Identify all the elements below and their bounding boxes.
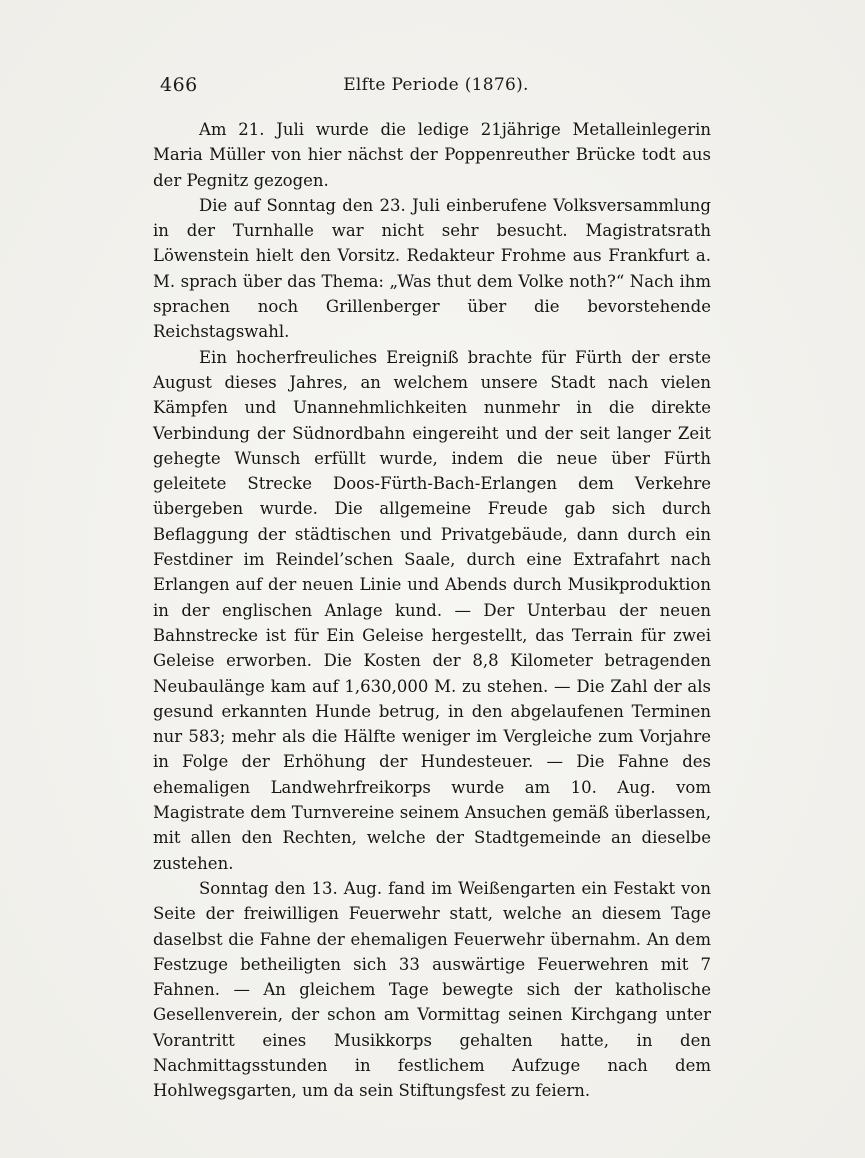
running-title: Elfte Periode (1876).: [343, 75, 529, 95]
body-text: [153, 117, 711, 1104]
page-header: [160, 74, 712, 100]
paragraph-3: Ein hocherfreuliches Ereigniß brachte für Fürth der erste August dieses Jahres, an welchem unsere Stadt nach vielen Kämpfen und Unannehmlichkeiten nunmehr in die direkte Verbindung der Südnordbahn eingereiht und der seit langer Zeit gehegte Wunsch erfüllt wurde, indem die neue über Fürth geleitete Strecke Doos-Fürth-Bach-Erlangen dem Verkehre übergeben wurde. Die allgemeine Freude gab sich durch Beflaggung der städtischen und Privatgebäude, dann durch ein Festdiner im Reindel’schen Saale, durch eine Extrafahrt nach Erlangen auf der neuen Linie und Abends durch Musikproduktion in der englischen Anlage kund. — Der Unterbau der neuen Bahnstrecke ist für Ein Geleise hergestellt, das Terrain für zwei Geleise erworben. Die Kosten der 8,8 Kilometer betragenden Neubaulänge kam auf 1,630,000 M. zu stehen. — Die Zahl der als gesund erkannten Hunde betrug, in den abgelaufenen Terminen nur 583; mehr als die Hälfte weniger im Vergleiche zum Vorjahre in Folge der Erhöhung der Hundesteuer. — Die Fahne des ehemaligen Landwehrfreikorps wurde am 10. Aug. vom Magistrate dem Turnvereine seinem Ansuchen gemäß überlassen, mit allen den Rechten, welche der Stadtgemeinde an dieselbe zustehen.: [153, 347, 711, 873]
paragraph-2: Die auf Sonntag den 23. Juli einberufene Volksversammlung in der Turnhalle war nicht sehr besucht. Magistratsrath Löwenstein hielt den Vorsitz. Redakteur Frohme aus Frankfurt a. M. sprach über das Thema: „Was thut dem Volke noth?“ Nach ihm sprachen noch Grillenberger über die bevorstehende Reichstagswahl.: [153, 195, 711, 342]
page-number: 466: [160, 74, 198, 96]
paragraph-4: Sonntag den 13. Aug. fand im Weißengarten ein Festakt von Seite der freiwilligen Feuerwehr statt, welche an diesem Tage daselbst die Fahne der ehemaligen Feuerwehr übernahm. An dem Festzuge betheiligten sich 33 auswärtige Feuerwehren mit 7 Fahnen. — An gleichem Tage bewegte sich der katholische Gesellenverein, der schon am Vormittag seinen Kirchgang unter Vorantritt eines Musikkorps gehalten hatte, in den Nachmittagsstunden in festlichem Aufzuge nach dem Hohlwegsgarten, um da sein Stiftungsfest zu feiern.: [153, 878, 711, 1101]
paragraph-1: Am 21. Juli wurde die ledige 21jährige Metalleinlegerin Maria Müller von hier nächst der Poppenreuther Brücke todt aus der Pegnitz gezogen.: [153, 120, 711, 190]
